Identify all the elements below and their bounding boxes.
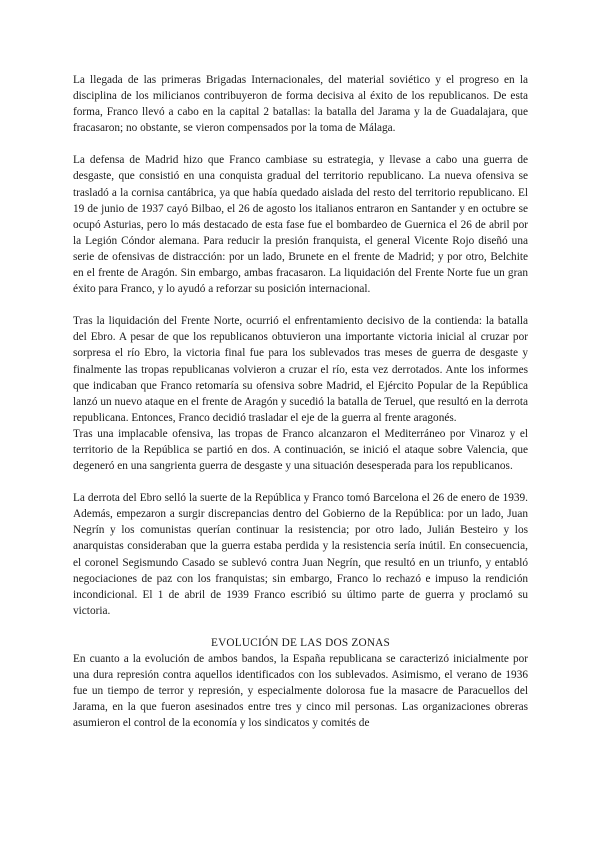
paragraph-evolucion: En cuanto a la evolución de ambos bandos, la España republicana se caracterizó inicialmente por una dura represión contra aquellos identificados con los sublevados. Asimismo, el verano de 1936 fue un tiempo de terror y represión, y especialmente dolorosa fue la masacre de Paracuellos del Jarama, en la que fueron asesinados entre tres y cinco mil personas. Las organizaciones obreras asumieron el control de la economía y los sindicatos y comités de — [73, 653, 528, 730]
paragraph-frente-norte: Tras la liquidación del Frente Norte, ocurrió el enfrentamiento decisivo de la contienda: la batalla del Ebro. A pesar de que los republicanos obtuvieron una importante victoria inicial al cruzar por sorpresa el río Ebro, la victoria final fue para los sublevados tras meses de guerra de desgaste y finalmente las tropas republicanas volvieron a cruzar el río, esta vez derrotados. Ante los informes que indicaban que Franco retomaría su ofensiva sobre Madrid, el Ejército Popular de la República lanzó un nuevo ataque en el frente de Aragón y sucedió la batalla de Teruel, que resultó en la derrota republicana. Entonces, Franco decidió trasladar el eje de la guerra al frente aragonés. — [73, 315, 528, 424]
paragraph-derrota-ebro: La derrota del Ebro selló la suerte de la República y Franco tomó Barcelona el 26 de enero de 1939. Además, empezaron a surgir discrepancias dentro del Gobierno de la República: por un lado, Juan Negrín y los comunistas querían continuar la resistencia; por otro lado, Julián Besteiro y los anarquistas consideraban que la guerra estaba perdida y la resistencia sería inútil. En consecuencia, el coronel Segismundo Casado se sublevó contra Juan Negrín, que resultó en un triunfo, y entabló negociaciones de paz con los franquistas; sin embargo, Franco lo rechazó e impuso la rendición incondicional. El 1 de abril de 1939 Franco escribió su último parte de guerra y proclamó su victoria. — [73, 492, 528, 617]
paragraph-brigadas: La llegada de las primeras Brigadas Internacionales, del material soviético y el progreso en la disciplina de los milicianos contribuyeron de forma decisiva al éxito de los republicanos. De esta forma, Franco llevó a cabo en la capital 2 batallas: la batalla del Jarama y la de Guadalajara, que fracasaron; no obstante, se vieron compensados por la toma de Málaga. — [73, 74, 528, 135]
section-heading: EVOLUCIÓN DE LAS DOS ZONAS — [210, 636, 391, 649]
document-page — [73, 72, 528, 731]
paragraph-defensa-madrid: La defensa de Madrid hizo que Franco cambiase su estrategia, y llevase a cabo una guerra de desgaste, que consistió en una conquista gradual del territorio republicano. La nueva ofensiva se trasladó a la cornisa cantábrica, ya que había quedado aislada del resto del territorio republicano. El 19 de junio de 1937 cayó Bilbao, el 26 de agosto los italianos entraron en Santander y en octubre se ocupó Asturias, pero lo más destacado de esta fase fue el bombardeo de Guernica el 26 de abril por la Legión Cóndor alemana. Para reducir la presión franquista, el general Vicente Rojo diseñó una serie de ofensivas de distracción: por un lado, Brunete en el frente de Madrid; y por otro, Belchite en el frente de Aragón. Sin embargo, ambas fracasaron. La liquidación del Frente Norte fue un gran éxito para Franco, y lo ayudó a reforzar su posición internacional. — [73, 154, 528, 296]
paragraph-ofensiva: Tras una implacable ofensiva, las tropas de Franco alcanzaron el Mediterráneo por Vinaroz y el territorio de la República se partió en dos. A continuación, se inició el ataque sobre Valencia, que degeneró en una sangrienta guerra de desgaste y una situación desesperada para los republicanos. — [73, 427, 528, 473]
